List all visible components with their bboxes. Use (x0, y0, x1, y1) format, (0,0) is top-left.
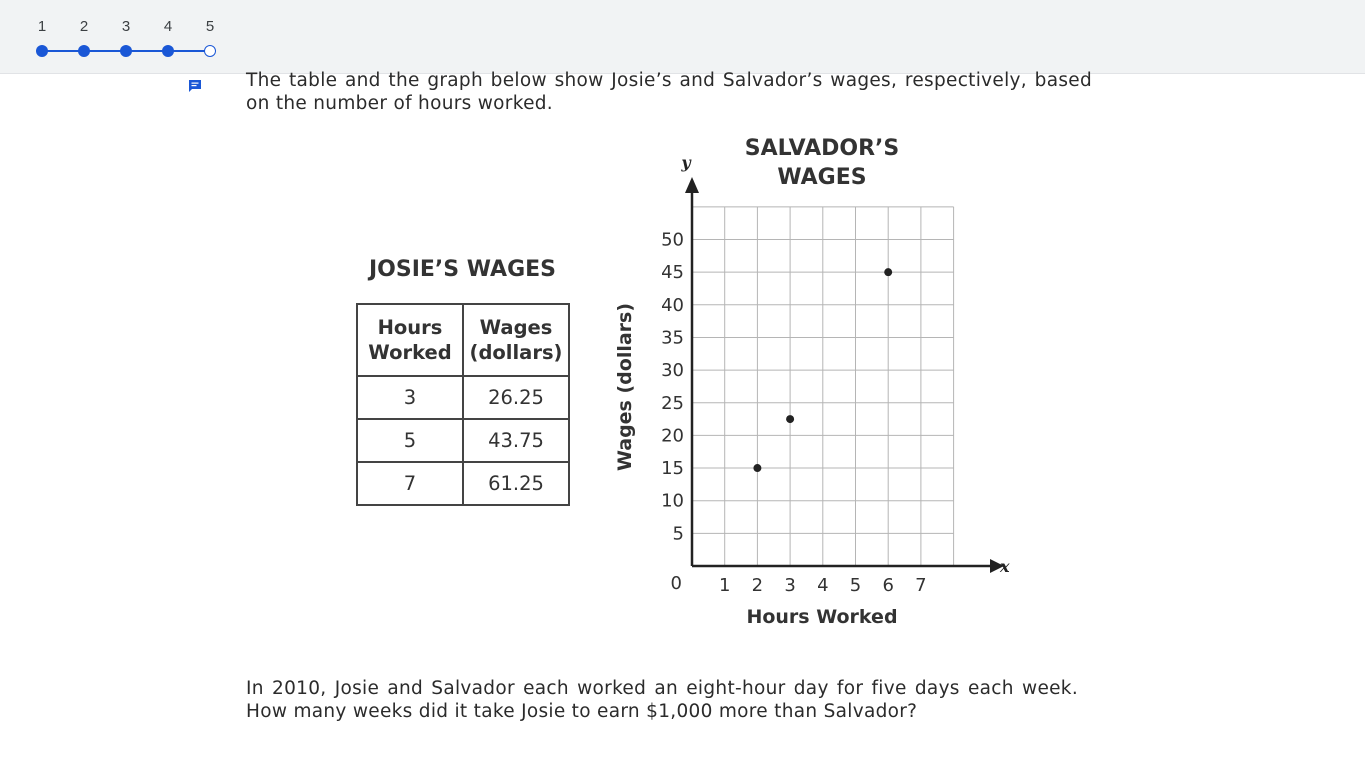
table-header-wages (463, 304, 569, 376)
josie-table-title: JOSIE’S WAGES (368, 257, 557, 282)
question-intro-line1: The table and the graph below show Josie’s and Salvador’s wages, respectively, based (246, 70, 1092, 91)
y-tick-label: 40 (661, 294, 684, 316)
y-tick-label: 15 (661, 458, 684, 480)
question-intro-line2: on the number of hours worked. (246, 93, 553, 114)
table-row (357, 419, 569, 462)
y-tick-label: 35 (661, 327, 684, 349)
y-axis-symbol: y (681, 153, 691, 172)
chart-title-line1: SALVADOR’S (744, 136, 900, 161)
table-cell-wages: 61.25 (463, 462, 569, 505)
y-tick-label: 5 (672, 523, 684, 545)
y-tick-label: 20 (661, 425, 684, 447)
table-header-row (357, 304, 569, 376)
x-tick-label: 1 (718, 575, 731, 596)
table-cell-hours: 5 (357, 419, 463, 462)
step-dot-2[interactable] (78, 45, 90, 57)
chart-title-line2: WAGES (777, 165, 867, 190)
table-header-text: Worked (368, 341, 452, 364)
y-tick-label: 50 (661, 229, 684, 251)
top-bar (0, 0, 1365, 74)
table-row (357, 376, 569, 419)
question-prompt-line1: In 2010, Josie and Salvador each worked an eight-hour day for five days each week. (246, 678, 1078, 699)
y-axis-label: Wages (dollars) (614, 302, 636, 472)
table-header-hours (357, 304, 463, 376)
x-tick-label: 3 (784, 575, 796, 596)
table-cell-wages: 43.75 (463, 419, 569, 462)
y-tick-label: 45 (661, 262, 684, 284)
question-prompt-line2: How many weeks did it take Josie to earn $1,000 more than Salvador? (246, 701, 918, 722)
table-cell-hours: 7 (357, 462, 463, 505)
x-axis-label: Hours Worked (746, 606, 898, 628)
y-axis-arrow (685, 177, 699, 193)
y-tick-label: 10 (661, 490, 684, 512)
step-number-4[interactable]: 4 (163, 18, 173, 35)
table-header-text: (dollars) (469, 341, 563, 364)
data-point (753, 464, 761, 472)
step-dot-5[interactable] (204, 45, 216, 57)
y-tick-label: 25 (661, 392, 684, 414)
comment-icon[interactable] (187, 78, 203, 94)
step-number-3[interactable]: 3 (121, 18, 131, 35)
x-axis-symbol: x (1000, 557, 1010, 576)
x-tick-label: 7 (915, 575, 927, 596)
table-cell-wages: 26.25 (463, 376, 569, 419)
step-dot-4[interactable] (162, 45, 174, 57)
table-row (357, 462, 569, 505)
question-intro (246, 69, 1092, 115)
data-point (884, 268, 892, 276)
data-point (786, 415, 794, 423)
step-number-1[interactable]: 1 (37, 18, 47, 35)
x-tick-label: 2 (751, 575, 764, 596)
table-header-text: Wages (479, 316, 553, 339)
x-tick-label: 5 (849, 575, 862, 596)
step-dot-3[interactable] (120, 45, 132, 57)
question-stepper (0, 0, 260, 73)
salvador-wages-chart (600, 125, 1030, 645)
y-tick-label: 30 (661, 360, 684, 382)
x-tick-label: 6 (882, 575, 894, 596)
step-dot-1[interactable] (36, 45, 48, 57)
table-header-text: Hours (377, 316, 443, 339)
x-tick-label: 4 (817, 575, 829, 596)
question-prompt (246, 677, 1078, 723)
step-number-5[interactable]: 5 (205, 18, 215, 35)
step-number-2[interactable]: 2 (79, 18, 89, 35)
table-cell-hours: 3 (357, 376, 463, 419)
josie-wages-table (356, 303, 570, 506)
origin-label: 0 (670, 573, 682, 594)
